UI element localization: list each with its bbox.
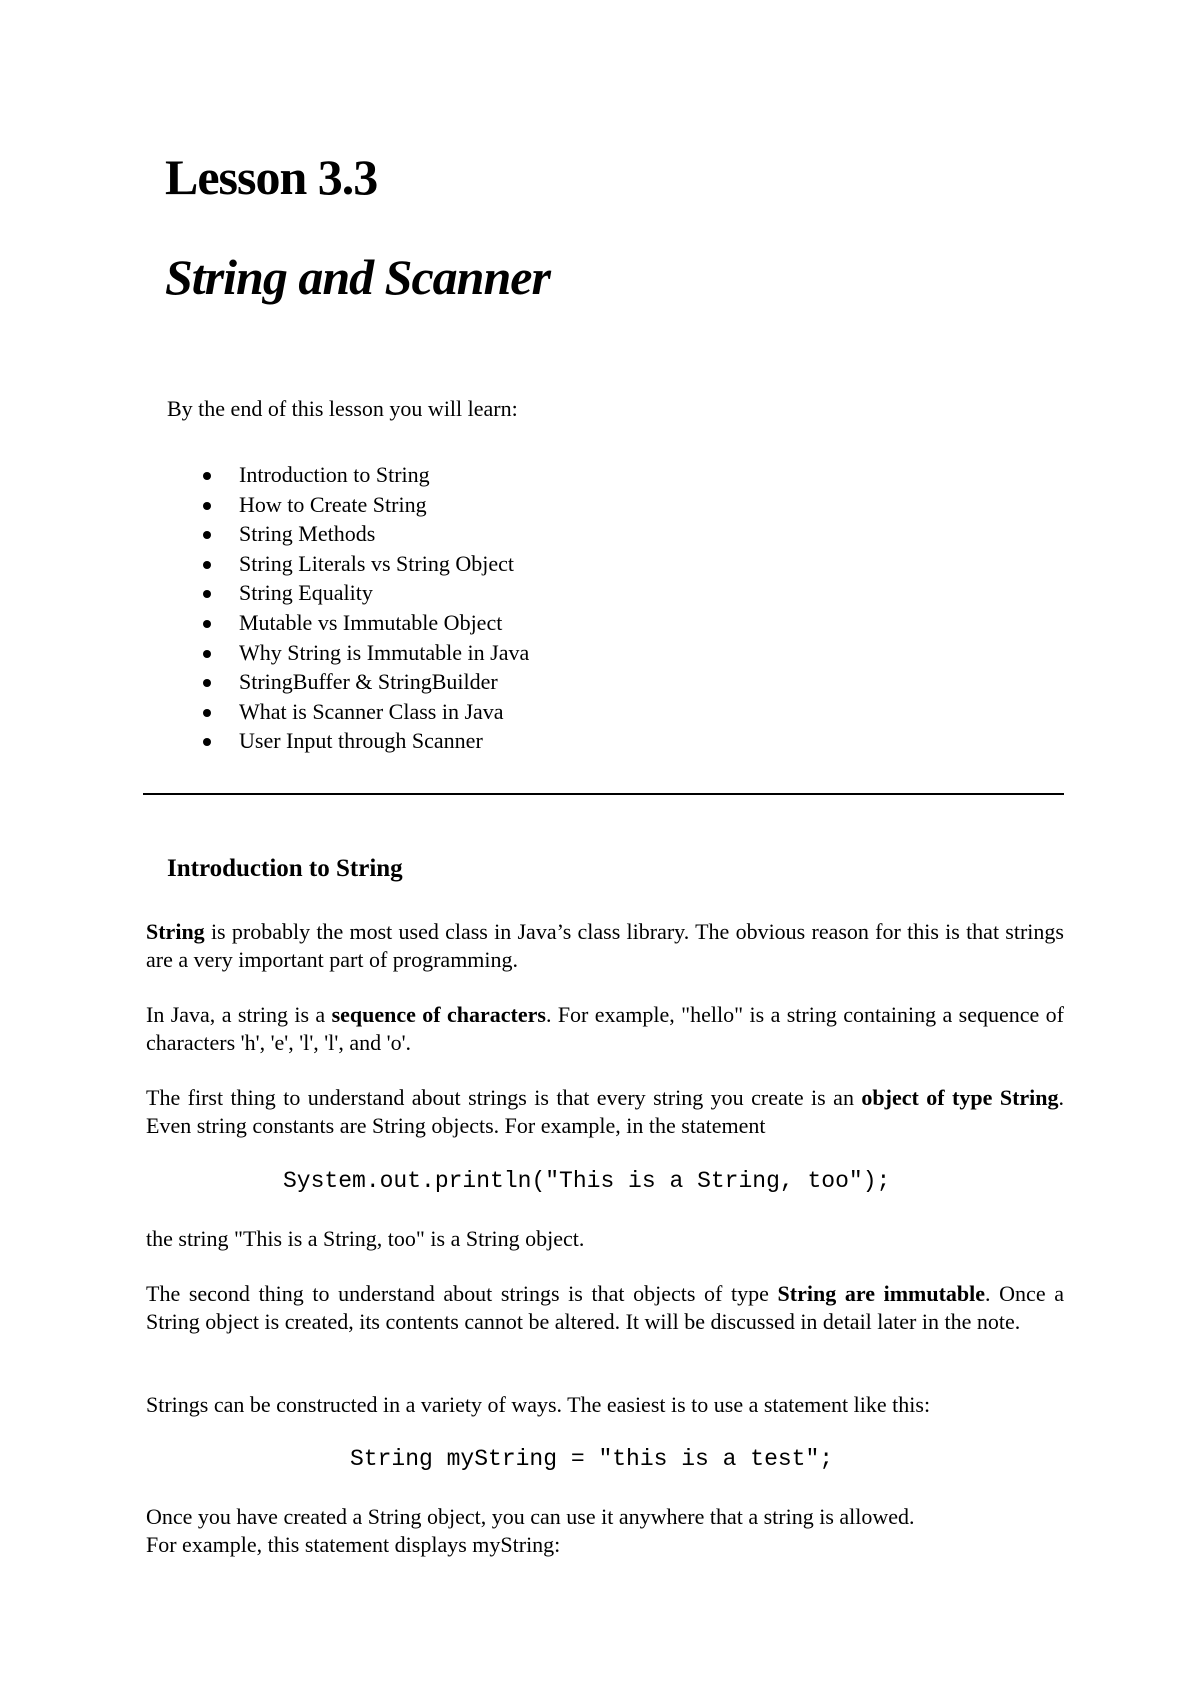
paragraph-text: The first thing to understand about strings is that every string you create is an — [146, 1085, 862, 1110]
list-item — [203, 519, 529, 549]
list-item — [203, 549, 529, 579]
list-item-label: How to Create String — [239, 491, 427, 517]
bullet-icon — [203, 709, 211, 717]
learning-intro: By the end of this lesson you will learn: — [167, 396, 518, 421]
list-item — [203, 667, 529, 697]
paragraph-immutable — [146, 1280, 1064, 1336]
paragraph-string-object: the string "This is a String, too" is a String object. — [146, 1226, 585, 1251]
bold-term: String — [146, 919, 205, 944]
bold-term: String are immutable — [777, 1281, 986, 1306]
paragraph-line: For example, this statement displays myString: — [146, 1532, 561, 1557]
list-item — [203, 638, 529, 668]
list-item — [203, 608, 529, 638]
code-sample-declaration: String myString = "this is a test"; — [350, 1446, 834, 1472]
bullet-icon — [203, 738, 211, 746]
list-item — [203, 490, 529, 520]
bullet-icon — [203, 561, 211, 569]
lesson-number: Lesson 3.3 — [165, 149, 378, 205]
paragraph-object-type — [146, 1084, 1064, 1140]
paragraph-text: In Java, a string is a — [146, 1002, 332, 1027]
list-item-label: StringBuffer & StringBuilder — [239, 669, 498, 695]
bullet-icon — [203, 650, 211, 658]
bullet-icon — [203, 679, 211, 687]
paragraph-text: is probably the most used class in Java’s class library. The obvious reason for this is that strings are a very important part of programming. — [146, 919, 1064, 972]
list-item-label: Introduction to String — [239, 462, 430, 487]
lesson-title: String and Scanner — [165, 249, 550, 305]
paragraph-text: . For example, "hello" is a string containing a sequence of characters 'h', 'e', 'l', 'l', and 'o'. — [146, 1002, 1064, 1055]
paragraph-usage — [146, 1503, 1064, 1559]
paragraph-string-usage — [146, 918, 1064, 974]
bullet-icon — [203, 620, 211, 628]
code-sample-println: System.out.println("This is a String, too"); — [283, 1168, 891, 1194]
list-item-label: String Literals vs String Object — [239, 550, 514, 576]
list-item — [203, 460, 529, 490]
bullet-icon — [203, 590, 211, 598]
paragraph-text: . Even string constants are String objects. For example, in the statement — [146, 1085, 1065, 1138]
bullet-icon — [203, 472, 211, 480]
paragraph-text: . Once a String object is created, its contents cannot be altered. It will be discussed in detail later in the note. — [146, 1281, 1064, 1334]
paragraph-line: Once you have created a String object, you can use it anywhere that a string is allowed. — [146, 1504, 915, 1529]
bullet-icon — [203, 531, 211, 539]
paragraph-text: The second thing to understand about strings is that objects of type — [146, 1281, 778, 1306]
list-item-label: Why String is Immutable in Java — [239, 639, 530, 665]
list-item — [203, 578, 529, 608]
bold-term: sequence of characters — [331, 1002, 546, 1027]
bold-term: object of type String — [861, 1085, 1059, 1110]
paragraph-sequence — [146, 1001, 1064, 1057]
list-item — [203, 726, 529, 756]
paragraph-construction: Strings can be constructed in a variety of ways. The easiest is to use a statement like this: — [146, 1392, 931, 1417]
list-item — [203, 697, 529, 727]
list-item-label: User Input through Scanner — [239, 728, 483, 754]
section-divider — [143, 793, 1064, 795]
list-item-label: String Equality — [239, 580, 373, 606]
bullet-icon — [203, 502, 211, 510]
list-item-label: What is Scanner Class in Java — [239, 698, 504, 724]
section-heading: Introduction to String — [167, 855, 403, 882]
learning-objectives-list — [203, 460, 529, 756]
list-item-label: Mutable vs Immutable Object — [239, 609, 503, 635]
list-item-label: String Methods — [239, 521, 376, 547]
